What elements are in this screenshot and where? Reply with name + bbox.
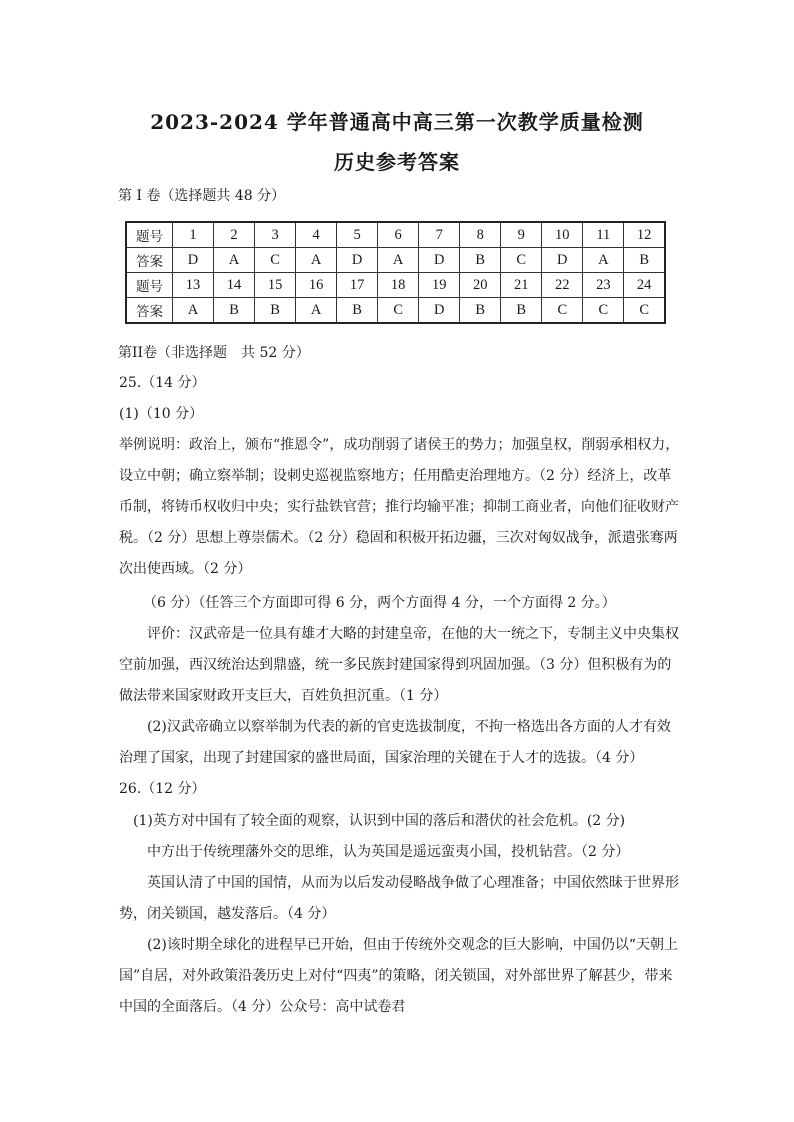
table-cell: 4 <box>296 222 337 248</box>
paragraph-line: 评价：汉武帝是一位具有雄才大略的封建皇帝，在他的大一统之下，专制主义中央集权 <box>147 626 679 642</box>
table-cell: 22 <box>542 273 583 298</box>
scoring-note: （6 分）（任答三个方面即可得 6 分，两个方面得 4 分，一个方面得 2 分。） <box>143 595 616 611</box>
table-cell: D <box>419 298 460 324</box>
table-cell: A <box>296 298 337 324</box>
table-cell: D <box>419 248 460 273</box>
row-header: 答案 <box>126 298 173 324</box>
table-row <box>126 248 665 273</box>
paragraph-line: 次出使西域。（2 分） <box>119 561 252 577</box>
table-cell: 21 <box>501 273 542 298</box>
table-cell: 9 <box>501 222 542 248</box>
section-1-label: 第 I 卷（选择题共 48 分） <box>118 188 286 204</box>
table-cell: 16 <box>296 273 337 298</box>
document-subtitle: 历史参考答案 <box>334 150 460 174</box>
section-2-label: 第II卷（非选择题 共 52 分） <box>118 345 310 361</box>
table-cell: 17 <box>337 273 378 298</box>
table-cell: 20 <box>460 273 501 298</box>
paragraph-line: 中国的全面落后。（4 分）公众号：高中试卷君 <box>119 999 406 1015</box>
table-cell: C <box>378 298 419 324</box>
table-cell: B <box>501 298 542 324</box>
table-cell: D <box>542 248 583 273</box>
table-cell: 24 <box>624 273 665 298</box>
paragraph-line: 势，闭关锁国，越发落后。（4 分） <box>119 906 336 922</box>
table-cell: B <box>624 248 665 273</box>
paragraph-line: 英国认清了中国的国情，从而为以后发动侵略战争做了心理准备；中国依然昧于世界形 <box>147 875 679 891</box>
paragraph-line: 中方出于传统理藩外交的思维，认为英国是遥远蛮夷小国，投机钻营。（2 分） <box>147 844 630 860</box>
table-cell: 10 <box>542 222 583 248</box>
paragraph-line: 做法带来国家财政开支巨大，百姓负担沉重。（1 分） <box>119 688 448 704</box>
table-cell: C <box>501 248 542 273</box>
table-cell: 7 <box>419 222 460 248</box>
table-cell: B <box>255 298 296 324</box>
table-cell: B <box>337 298 378 324</box>
table-cell: 11 <box>583 222 624 248</box>
paragraph-line: 国”自居，对外政策沿袭历史上对付“四夷”的策略，闭关锁国，对外部世界了解甚少，带来 <box>119 968 673 984</box>
table-cell: 23 <box>583 273 624 298</box>
table-cell: 5 <box>337 222 378 248</box>
table-cell: 6 <box>378 222 419 248</box>
table-cell: D <box>173 248 214 273</box>
table-cell: 18 <box>378 273 419 298</box>
answer-table <box>125 221 666 324</box>
row-header: 题号 <box>126 222 173 248</box>
paragraph-line: 设立中朝；确立察举制；设刺史巡视监察地方；任用酷吏治理地方。（2 分）经济上，改革 <box>119 468 672 484</box>
table-cell: 12 <box>624 222 665 248</box>
table-cell: 14 <box>214 273 255 298</box>
table-cell: 15 <box>255 273 296 298</box>
row-header: 答案 <box>126 248 173 273</box>
table-cell: 19 <box>419 273 460 298</box>
table-cell: A <box>378 248 419 273</box>
table-cell: B <box>214 298 255 324</box>
table-row <box>126 222 665 248</box>
paragraph-line: 币制，将铸币权收归中央；实行盐铁官营；推行均输平准；抑制工商业者，向他们征收财产 <box>119 499 679 515</box>
paragraph-line: 税。（2 分）思想上尊崇儒术。（2 分）稳固和积极开拓边疆，三次对匈奴战争，派遣张骞两 <box>119 530 678 546</box>
paragraph-line: (1)英方对中国有了较全面的观察，认识到中国的落后和潜伏的社会危机。(2 分) <box>133 813 626 829</box>
paragraph-line: 治理了国家，出现了封建国家的盛世局面，国家治理的关键在于人才的选拔。（4 分） <box>119 750 644 766</box>
table-cell: 8 <box>460 222 501 248</box>
table-row <box>126 273 665 298</box>
paragraph-line: (2)汉武帝确立以察举制为代表的新的官吏选拔制度，不拘一格选出各方面的人才有效 <box>147 719 671 735</box>
table-cell: A <box>214 248 255 273</box>
table-cell: 1 <box>173 222 214 248</box>
document-title: 2023-2024 学年普通高中高三第一次教学质量检测 <box>150 110 644 134</box>
table-cell: C <box>583 298 624 324</box>
table-cell: C <box>255 248 296 273</box>
table-cell: 2 <box>214 222 255 248</box>
table-cell: D <box>337 248 378 273</box>
q25-heading: 25.（14 分） <box>119 375 206 391</box>
row-header: 题号 <box>126 273 173 298</box>
table-cell: 3 <box>255 222 296 248</box>
table-cell: B <box>460 298 501 324</box>
table-cell: C <box>542 298 583 324</box>
paragraph-line: 空前加强，西汉统治达到鼎盛，统一多民族封建国家得到巩固加强。（3 分）但积极有为的 <box>119 657 672 673</box>
table-cell: B <box>460 248 501 273</box>
table-cell: A <box>296 248 337 273</box>
paragraph-line: (2)该时期全球化的进程早已开始，但由于传统外交观念的巨大影响，中国仍以“天朝上 <box>147 937 678 953</box>
q25-part1-heading: (1)（10 分） <box>119 406 204 422</box>
table-cell: C <box>624 298 665 324</box>
table-row <box>126 298 665 324</box>
q26-heading: 26.（12 分） <box>119 781 206 797</box>
paragraph-line: 举例说明：政治上，颁布“推恩令”，成功削弱了诸侯王的势力；加强皇权，削弱承相权力， <box>119 437 680 453</box>
table-cell: 13 <box>173 273 214 298</box>
table-cell: A <box>173 298 214 324</box>
table-cell: A <box>583 248 624 273</box>
